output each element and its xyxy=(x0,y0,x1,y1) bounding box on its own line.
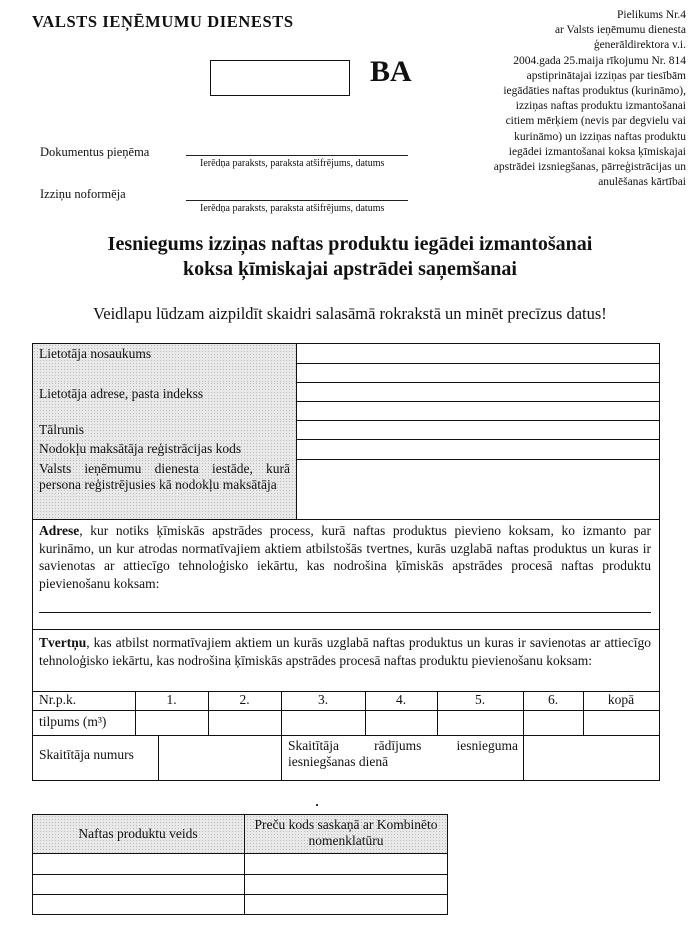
application-form xyxy=(32,343,660,781)
prepared-by-signature-line[interactable] xyxy=(186,200,408,201)
tanks-header-row xyxy=(33,691,659,711)
organization-name: VALSTS IEŅĒMUMU DIENESTS xyxy=(32,12,294,31)
tanks-section xyxy=(33,629,659,692)
product-code-input[interactable] xyxy=(244,874,245,894)
accepted-by-caption: Ierēdņa paraksts, paraksta atšifrējums, datums xyxy=(200,158,385,169)
address-description xyxy=(39,522,651,592)
vid-office-input[interactable] xyxy=(297,459,659,519)
products-table xyxy=(32,814,448,915)
column-divider xyxy=(281,735,282,780)
address-section xyxy=(33,519,659,630)
meter-reading-input[interactable] xyxy=(524,735,659,780)
appendix-line: Pielikums Nr.4 xyxy=(616,9,686,21)
product-code-input[interactable] xyxy=(244,894,245,914)
tanks-bold-word: Tvertņu xyxy=(39,635,87,650)
product-code-header: Preču kods saskaņā ar Kombinēto nomenklatūru xyxy=(254,817,438,848)
series-code: BA xyxy=(370,55,412,88)
capacity-cell-1[interactable] xyxy=(135,710,136,735)
product-row xyxy=(33,853,447,875)
title-line-2: koksa ķīmiskajai apstrādei saņemšanai xyxy=(183,258,517,280)
capacity-row xyxy=(33,710,659,736)
user-address-input-2[interactable] xyxy=(297,401,659,420)
tanks-header-2: 2. xyxy=(239,692,250,707)
capacity-cell-5[interactable] xyxy=(437,710,438,735)
registration-number-box[interactable] xyxy=(210,60,350,96)
appendix-line: anulēšanas kārtībai xyxy=(598,176,686,189)
appendix-line: apstiprinātajai izziņas par tiesībām xyxy=(526,69,686,82)
user-name-input-2[interactable] xyxy=(297,363,659,382)
product-row xyxy=(33,894,447,914)
tanks-header-3: 3. xyxy=(317,692,329,707)
appendix-line: ģenerāldirektora v.i. xyxy=(593,39,686,52)
product-type-input[interactable] xyxy=(33,874,244,894)
tanks-header-1: 1. xyxy=(166,692,177,707)
tax-code-row xyxy=(33,439,659,460)
prepared-by-caption: Ierēdņa paraksts, paraksta atšifrējums, datums xyxy=(200,203,385,214)
appendix-line: izziņas naftas produktu izmantošanai xyxy=(515,100,686,113)
tax-code-label: Nodokļu maksātāja reģistrācijas kods xyxy=(33,439,297,459)
appendix-line: iegādei izmantošanai koksa ķīmiskajai xyxy=(508,145,686,158)
product-type-header: Naftas produktu veids xyxy=(78,826,198,841)
product-type-input[interactable] xyxy=(33,853,244,874)
instruction-text: Veidlapu lūdzam aizpildīt skaidri salasāmā rokrakstā un minēt precīzus datus! xyxy=(93,304,607,323)
meter-number-label: Skaitītāja numurs xyxy=(39,747,134,762)
phone-label: Tālrunis xyxy=(33,420,297,439)
title-line-1: Iesniegums izziņas naftas produktu iegādei izmantošanai xyxy=(107,233,593,255)
tanks-header-total: kopā xyxy=(607,692,635,707)
accepted-by-signature-line[interactable] xyxy=(186,155,408,156)
capacity-cell-3[interactable] xyxy=(281,710,282,735)
vid-office-label: Valsts ieņēmumu dienesta iestāde, kurā persona reģistrējusies kā nodokļu maksātāja xyxy=(33,459,297,519)
tanks-header-6: 6. xyxy=(547,692,559,707)
tanks-header-5: 5. xyxy=(474,692,486,707)
user-name-input[interactable] xyxy=(297,344,659,364)
appendix-note xyxy=(446,8,686,190)
capacity-label xyxy=(39,714,106,730)
product-row xyxy=(33,874,447,895)
user-name-label: Lietotāja nosaukums xyxy=(33,344,297,382)
address-text: , kur notiks ķīmiskās apstrādes process, kurā naftas produktus pievieno koksam, ko izmanto par kurināmo, un kur atrodas normatīvajiem aktiem atbilstošās tvertnes, kurās uzglabā naftas produktus un kuras ir savienotas ar attiecīgo tehnoloģisko iekārtu, kas nodrošina ķīmiskās apstrādes procesā naftas produktu pievienošanu koksam: xyxy=(39,523,651,591)
tanks-text: , kas atbilst normatīvajiem aktiem un kurās uzglabā naftas produktus un kuras ir savienotas ar attiecīgo tehnoloģisko iekārtu, kas nodrošina ķīmiskās apstrādes procesā naftas produktu pievienošanu koksam: xyxy=(39,635,651,668)
capacity-cell-4[interactable] xyxy=(365,710,366,735)
address-bold-word: Adrese xyxy=(39,523,80,538)
tax-code-input[interactable] xyxy=(297,439,659,459)
prepared-by-label: Izziņu noformēja xyxy=(40,187,126,201)
meter-reading-label: Skaitītāja rādījums iesnieguma iesniegšanas dienā xyxy=(288,738,518,769)
address-input-line[interactable] xyxy=(39,612,651,613)
accepted-by-label: Dokumentus pieņēma xyxy=(40,145,150,159)
appendix-line: iegādāties naftas produktus (kurināmo), xyxy=(503,85,686,98)
capacity-cell-total[interactable] xyxy=(583,710,584,735)
vid-office-row xyxy=(33,459,659,520)
product-type-input[interactable] xyxy=(33,894,244,914)
user-name-row xyxy=(33,344,659,383)
capacity-cell-6[interactable] xyxy=(523,710,524,735)
capacity-label-text: tilpums (m³) xyxy=(39,714,107,729)
phone-row xyxy=(33,420,659,440)
tanks-header-4: 4. xyxy=(395,692,407,707)
document-title xyxy=(40,232,660,282)
user-address-row xyxy=(33,382,659,421)
meter-row xyxy=(33,735,659,780)
tanks-description xyxy=(39,634,651,669)
phone-input[interactable] xyxy=(297,420,659,439)
tanks-header-nr: Nr.p.k. xyxy=(39,692,77,707)
dot-mark xyxy=(316,804,318,806)
appendix-line: 2004.gada 25.maija rīkojumu Nr. 814 xyxy=(513,54,686,67)
appendix-line: apstrādei izsniegšanas, pārreģistrācijas un xyxy=(493,161,686,174)
appendix-line: kurināmo) un izziņas naftas produktu xyxy=(514,130,686,143)
user-address-input[interactable] xyxy=(297,382,659,402)
products-header-row xyxy=(33,815,447,854)
appendix-line: ar Valsts ieņēmumu dienesta xyxy=(554,24,686,37)
capacity-cell-2[interactable] xyxy=(208,710,209,735)
appendix-line: citiem mērķiem (nevis par degvielu vai xyxy=(505,115,686,128)
meter-number-input[interactable] xyxy=(159,735,280,780)
product-code-input[interactable] xyxy=(244,853,245,874)
user-address-label: Lietotāja adrese, pasta indekss xyxy=(33,382,297,420)
